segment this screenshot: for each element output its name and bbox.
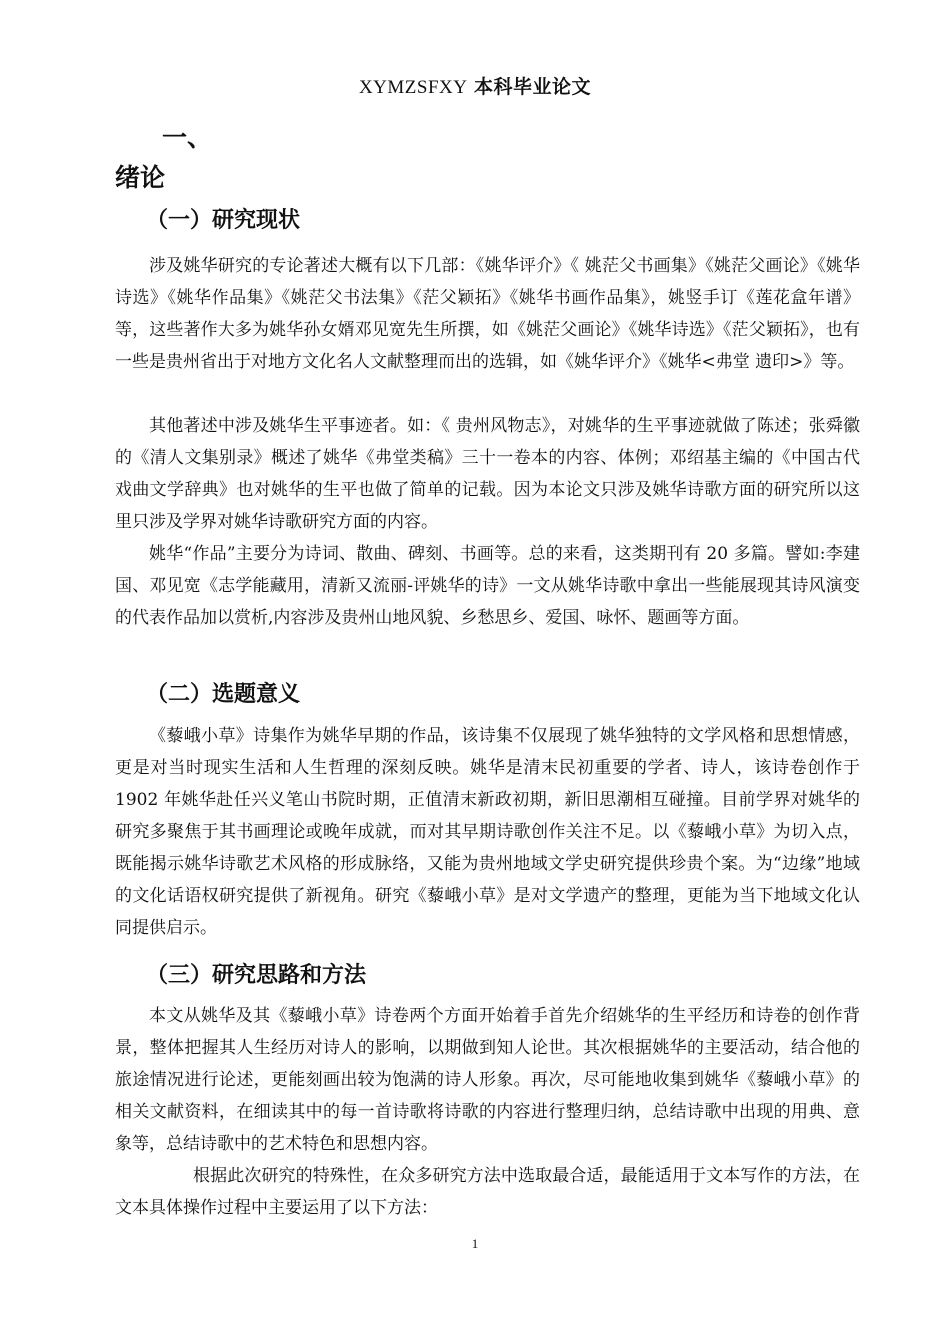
section-heading-research-status: （一）研究现状: [146, 208, 301, 233]
paragraph: 根据此次研究的特殊性，在众多研究方法中选取最合适，最能适用于文本写作的方法，在文本具体操作过程中主要运用了以下方法：: [115, 1166, 860, 1218]
page-number: 1: [471, 1236, 479, 1251]
paragraph: 其他著述中涉及姚华生平事迹者。如：《 贵州风物志》，对姚华的生平事迹就做了陈述；张舜徽的《清人文集别录》概述了姚华《弗堂类稿》三十一卷本的内容、体例；邓绍基主编的《中国古代戏曲文学辞典》也对姚华的生平也做了简单的记载。因为本论文只涉及姚华诗歌方面的研究所以这里只涉及学界对姚华诗歌研究方面的内容。: [115, 416, 860, 532]
paragraph: 《藜峨小草》诗集作为姚华早期的作品，该诗集不仅展现了姚华独特的文学风格和思想情感，更是对当时现实生活和人生哲理的深刻反映。姚华是清末民初重要的学者、诗人，该诗卷创作于 1902 年姚华赴任兴义笔山书院时期，正值清末新政初期，新旧思潮相互碰撞。目前学界对姚华的研究多聚焦于其书画理论或晚年成就，而对其早期诗歌创作关注不足。以《藜峨小草》为切入点，既能揭示姚华诗歌艺术风格的形成脉络，又能为贵州地域文学史研究提供珍贵个案。为“边缘”地域的文化话语权研究提供了新视角。研究《藜峨小草》是对文学遗产的整理，更能为当下地域文化认同提供启示。: [115, 726, 860, 938]
header-thesis-label: 本科毕业论文: [474, 76, 592, 98]
section-heading-significance: （二）选题意义: [146, 682, 301, 707]
page-header: [0, 72, 950, 99]
chapter-number: 一、: [162, 123, 213, 152]
chapter-title: 绪论: [115, 163, 166, 192]
section-heading-methods: （三）研究思路和方法: [146, 963, 367, 988]
paragraph: 本文从姚华及其《藜峨小草》诗卷两个方面开始着手首先介绍姚华的生平经历和诗卷的创作背景，整体把握其人生经历对诗人的影响，以期做到知人论世。其次根据姚华的主要活动，结合他的旅途情况进行论述，更能刻画出较为饱满的诗人形象。再次，尽可能地收集到姚华《藜峨小草》的相关文献资料，在细读其中的每一首诗歌将诗歌的内容进行整理归纳，总结诗歌中出现的用典、意象等，总结诗歌中的艺术特色和思想内容。: [115, 1006, 860, 1154]
paragraph: 涉及姚华研究的专论著述大概有以下几部：《姚华评介》《 姚茫父书画集》《姚茫父画论》《姚华诗选》《姚华作品集》《姚茫父书法集》《茫父颖拓》《姚华书画作品集》，姚竖手订《莲花盒年谱》等，这些著作大多为姚华孙女婿邓见宽先生所撰，如《姚茫父画论》《姚华诗选》《茫父颖拓》，也有一些是贵州省出于对地方文化名人文献整理而出的选辑，如《姚华评介》《姚华<弗堂 遗印>》等。: [115, 256, 860, 372]
paragraph: 姚华“作品”主要分为诗词、散曲、碑刻、书画等。总的来看，这类期刊有 20 多篇。譬如:李建国、邓见宽《志学能藏用，清新又流丽-评姚华的诗》一文从姚华诗歌中拿出一些能展现其诗风演变的代表作品加以赏析,内容涉及贵州山地风貌、乡愁思乡、爱国、咏怀、题画等方面。: [115, 544, 860, 628]
header-school-code: XYMZSFXY: [358, 77, 468, 98]
